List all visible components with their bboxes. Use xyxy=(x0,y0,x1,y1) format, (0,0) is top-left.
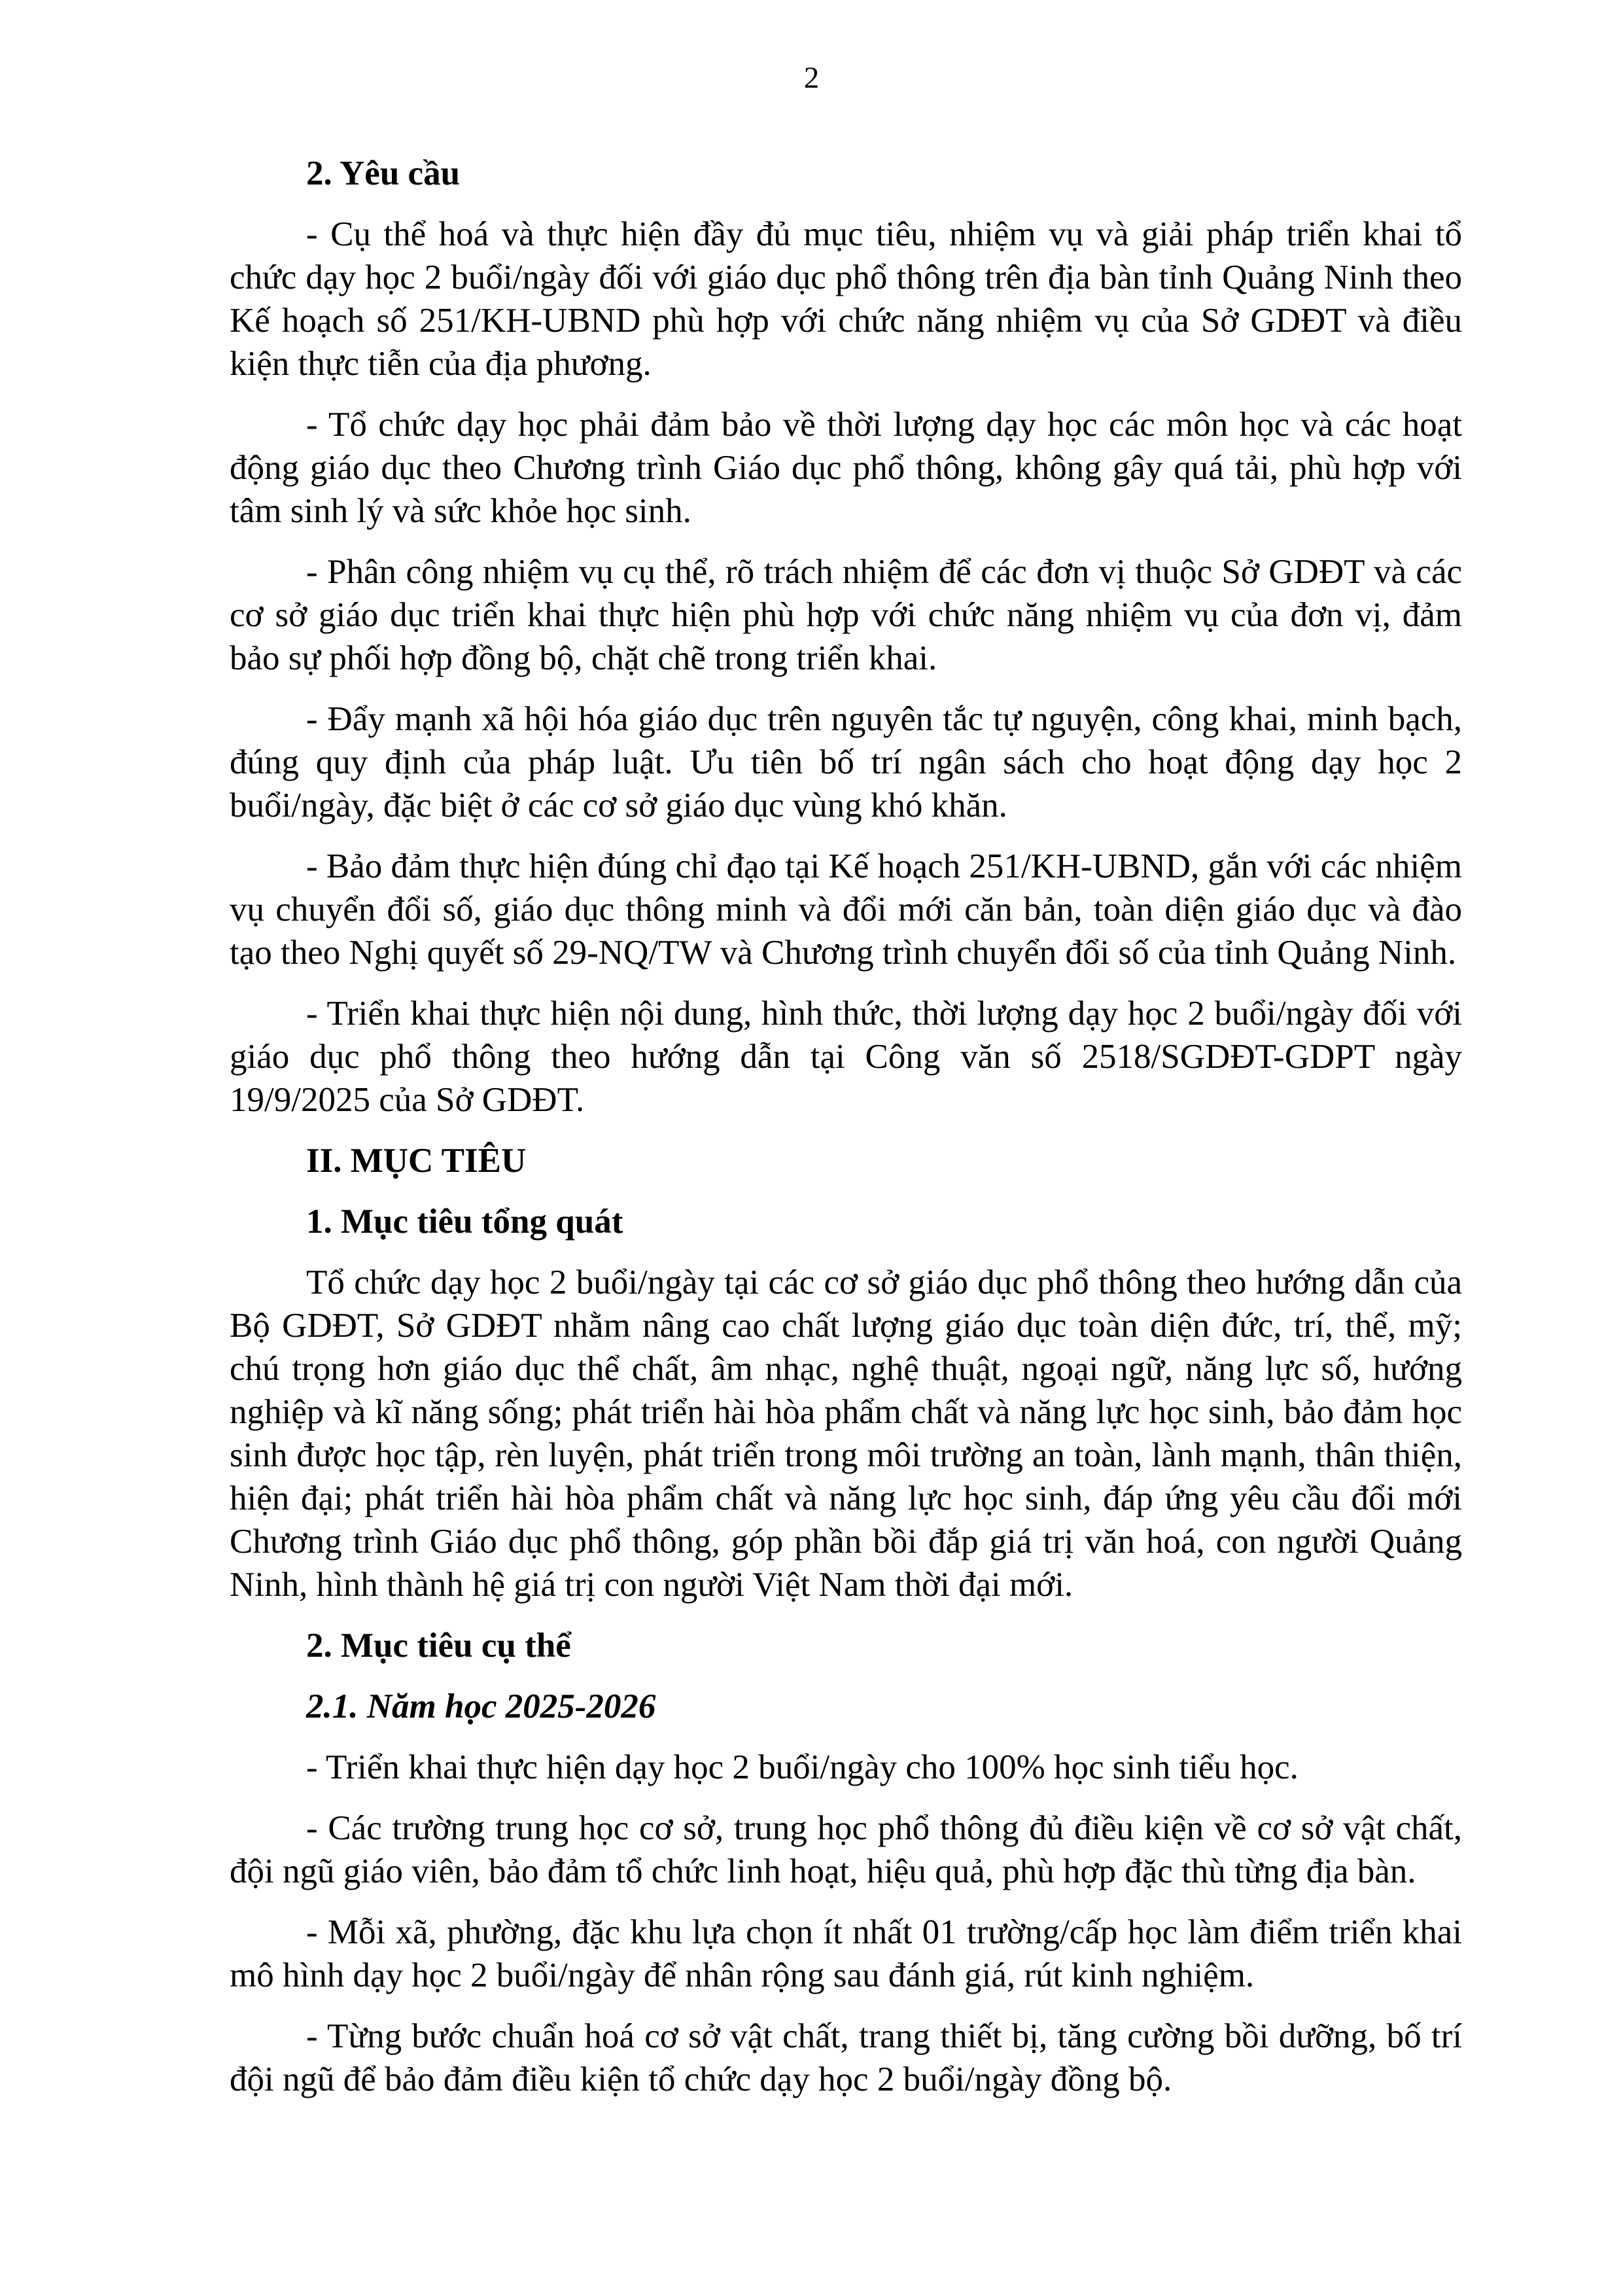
section-heading-muc-tieu: II. MỤC TIÊU xyxy=(306,1142,527,1180)
paragraph: - Triển khai thực hiện dạy học 2 buổi/ngày cho 100% học sinh tiểu học. xyxy=(306,1748,1299,1786)
paragraph: - Từng bước chuẩn hoá cơ sở vật chất, trang thiết bị, tăng cường bồi dưỡng, bố trí đội ngũ để bảo đảm điều kiện tổ chức dạy học 2 buổi/ngày đồng bộ. xyxy=(230,2017,1462,2098)
subsection-heading-tong-quat: 1. Mục tiêu tổng quát xyxy=(306,1203,623,1241)
paragraph: Tổ chức dạy học 2 buổi/ngày tại các cơ sở giáo dục phổ thông theo hướng dẫn của Bộ GDĐT, Sở GDĐT nhằm nâng cao chất lượng giáo dục toàn diện đức, trí, thể, mỹ; chú trọng hơn giáo dục thể chất, âm nhạc, nghệ thuật, ngoại ngữ, năng lực số, hướng nghiệp và kĩ năng sống; phát triển hài hòa phẩm chất và năng lực học sinh, bảo đảm học sinh được học tập, rèn luyện, phát triển trong môi trường an toàn, lành mạnh, thân thiện, hiện đại; phát triển hài hòa phẩm chất và năng lực học sinh, đáp ứng yêu cầu đổi mới Chương trình Giáo dục phổ thông, góp phần bồi đắp giá trị văn hoá, con người Quảng Ninh, hình thành hệ giá trị con người Việt Nam thời đại mới. xyxy=(230,1263,1462,1604)
subsection-heading-cu-the: 2. Mục tiêu cụ thể xyxy=(306,1627,571,1665)
section-heading-yeu-cau: 2. Yêu cầu xyxy=(306,154,461,192)
page-number: 2 xyxy=(803,61,820,95)
paragraph: - Mỗi xã, phường, đặc khu lựa chọn ít nhất 01 trường/cấp học làm điểm triển khai mô hình dạy học 2 buổi/ngày để nhân rộng sau đánh giá, rút kinh nghiệm. xyxy=(230,1913,1462,1994)
paragraph: - Triển khai thực hiện nội dung, hình thức, thời lượng dạy học 2 buổi/ngày đối với giáo dục phổ thông theo hướng dẫn tại Công văn số 2518/SGDĐT-GDPT ngày 19/9/2025 của Sở GDĐT. xyxy=(230,995,1462,1119)
document-body xyxy=(230,152,1462,2119)
paragraph: - Các trường trung học cơ sở, trung học phổ thông đủ điều kiện về cơ sở vật chất, đội ngũ giáo viên, bảo đảm tổ chức linh hoạt, hiệu quả, phù hợp đặc thù từng địa bàn. xyxy=(230,1809,1462,1890)
paragraph: - Tổ chức dạy học phải đảm bảo về thời lượng dạy học các môn học và các hoạt động giáo dục theo Chương trình Giáo dục phổ thông, không gây quá tải, phù hợp với tâm sinh lý và sức khỏe học sinh. xyxy=(230,406,1462,530)
paragraph: - Bảo đảm thực hiện đúng chỉ đạo tại Kế hoạch 251/KH-UBND, gắn với các nhiệm vụ chuyển đổi số, giáo dục thông minh và đổi mới căn bản, toàn diện giáo dục và đào tạo theo Nghị quyết số 29-NQ/TW và Chương trình chuyển đổi số của tỉnh Quảng Ninh. xyxy=(230,847,1463,972)
paragraph: - Đẩy mạnh xã hội hóa giáo dục trên nguyên tắc tự nguyện, công khai, minh bạch, đúng quy định của pháp luật. Ưu tiên bố trí ngân sách cho hoạt động dạy học 2 buổi/ngày, đặc biệt ở các cơ sở giáo dục vùng khó khăn. xyxy=(230,700,1462,824)
paragraph: - Phân công nhiệm vụ cụ thể, rõ trách nhiệm để các đơn vị thuộc Sở GDĐT và các cơ sở giáo dục triển khai thực hiện phù hợp với chức năng nhiệm vụ của đơn vị, đảm bảo sự phối hợp đồng bộ, chặt chẽ trong triển khai. xyxy=(230,553,1462,677)
paragraph: - Cụ thể hoá và thực hiện đầy đủ mục tiêu, nhiệm vụ và giải pháp triển khai tổ chức dạy học 2 buổi/ngày đối với giáo dục phổ thông trên địa bàn tỉnh Quảng Ninh theo Kế hoạch số 251/KH-UBND phù hợp với chức năng nhiệm vụ của Sở GDĐT và điều kiện thực tiễn của địa phương. xyxy=(230,215,1462,383)
subsection-heading-nam-hoc: 2.1. Năm học 2025-2026 xyxy=(306,1687,656,1725)
